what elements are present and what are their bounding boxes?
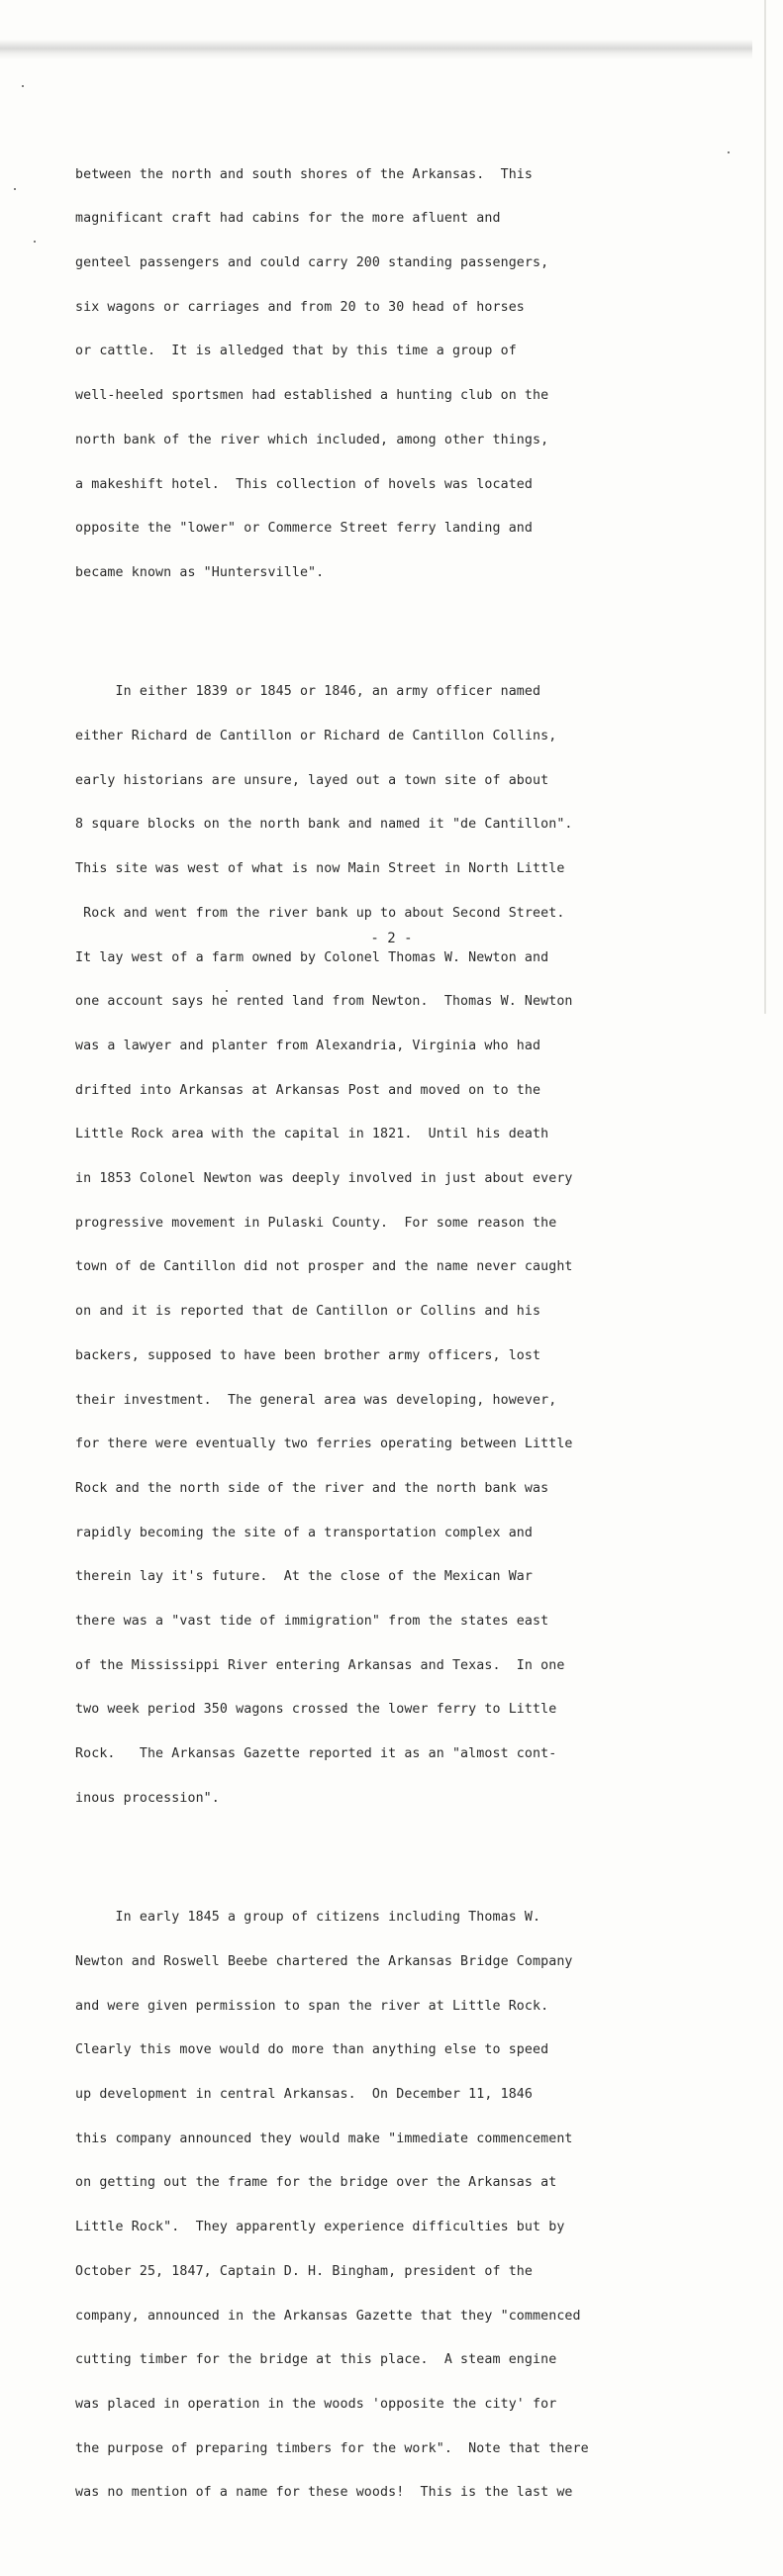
text-line: up development in central Arkansas. On December 11, 1846 — [75, 2087, 534, 2102]
text-line: this company announced they would make "immediate commencement — [75, 2130, 573, 2146]
paragraph-2 — [75, 655, 748, 1835]
text-line: either Richard de Cantillon or Richard de Cantillon Collins, — [75, 728, 557, 743]
text-line: drifted into Arkansas at Arkansas Post and moved on to the — [75, 1082, 541, 1098]
text-line: in 1853 Colonel Newton was deeply involved in just about every — [75, 1171, 573, 1187]
text-line: one account says he rented land from Newton. Thomas W. Newton — [75, 994, 573, 1010]
text-line: opposite the "lower" or Commerce Street ferry landing and — [75, 521, 534, 537]
text-line: on getting out the frame for the bridge over the Arkansas at — [75, 2175, 557, 2191]
text-line: town of de Cantillon did not prosper and the name never caught — [75, 1259, 573, 1275]
text-line: Clearly this move would do more than anything else to speed — [75, 2042, 549, 2058]
text-line: inous procession". — [75, 1790, 220, 1806]
text-line: therein lay it's future. At the close of the Mexican War — [75, 1569, 534, 1585]
text-line: on and it is reported that de Cantillon or Collins and his — [75, 1304, 541, 1320]
text-line: two week period 350 wagons crossed the lower ferry to Little — [75, 1702, 557, 1718]
paragraph-1 — [75, 139, 748, 611]
text-line: Rock and went from the river bank up to about Second Street. — [75, 905, 565, 921]
text-line: progressive movement in Pulaski County. For some reason the — [75, 1215, 557, 1231]
text-line: Rock. The Arkansas Gazette reported it as an "almost cont- — [75, 1746, 557, 1762]
text-line: was no mention of a name for these woods! This is the last we — [75, 2485, 573, 2501]
paragraph-3 — [75, 1881, 748, 2530]
text-line: there was a "vast tide of immigration" from the states east — [75, 1614, 549, 1630]
text-line: was placed in operation in the woods 'opposite the city' for — [75, 2396, 557, 2412]
text-line: Little Rock area with the capital in 1821. Until his death — [75, 1127, 549, 1142]
text-line: early historians are unsure, layed out a town site of about — [75, 772, 549, 788]
text-line: October 25, 1847, Captain D. H. Bingham, president of the — [75, 2263, 534, 2279]
text-line: It lay west of a farm owned by Colonel Thomas W. Newton and — [75, 949, 549, 965]
text-line: the purpose of preparing timbers for the work". Note that there — [75, 2440, 589, 2456]
text-line: Rock and the north side of the river and the north bank was — [75, 1480, 549, 1496]
page-edge — [764, 0, 766, 1014]
text-line: 8 square blocks on the north bank and named it "de Cantillon". — [75, 817, 573, 833]
text-line: was a lawyer and planter from Alexandria, Virginia who had — [75, 1038, 541, 1053]
text-line: their investment. The general area was developing, however, — [75, 1392, 557, 1408]
text-line: of the Mississippi River entering Arkansas and Texas. In one — [75, 1657, 565, 1673]
text-line: north bank of the river which included, among other things, — [75, 432, 549, 447]
text-line: This site was west of what is now Main Street in North Little — [75, 861, 565, 877]
text-line: magnificant craft had cabins for the more afluent and — [75, 211, 501, 227]
text-line: rapidly becoming the site of a transportation complex and — [75, 1525, 534, 1540]
page-number: - 2 - — [370, 931, 413, 946]
text-line: well-heeled sportsmen had established a hunting club on the — [75, 388, 549, 404]
text-line: became known as "Huntersville". — [75, 564, 325, 580]
text-line: six wagons or carriages and from 20 to 30 head of horses — [75, 299, 525, 315]
text-line: genteel passengers and could carry 200 standing passengers, — [75, 255, 549, 271]
text-line: for there were eventually two ferries operating between Little — [75, 1437, 573, 1452]
text-line: In either 1839 or 1845 or 1846, an army officer named — [75, 684, 541, 700]
text-line: between the north and south shores of the Arkansas. This — [75, 166, 534, 182]
text-line: Little Rock". They apparently experience difficulties but by — [75, 2220, 565, 2235]
text-line: and were given permission to span the river at Little Rock. — [75, 1998, 549, 2014]
text-line: Newton and Roswell Beebe chartered the Arkansas Bridge Company — [75, 1953, 573, 1969]
text-line: backers, supposed to have been brother army officers, lost — [75, 1347, 541, 1363]
body-text — [75, 109, 748, 2576]
text-line: In early 1845 a group of citizens including Thomas W. — [75, 1910, 541, 1926]
text-line: or cattle. It is alledged that by this time a group of — [75, 344, 517, 359]
text-line: a makeshift hotel. This collection of hovels was located — [75, 476, 534, 492]
text-line: cutting timber for the bridge at this place. A steam engine — [75, 2352, 557, 2368]
scan-fold-shadow — [0, 40, 752, 59]
text-line: company, announced in the Arkansas Gazette that they "commenced — [75, 2308, 581, 2324]
